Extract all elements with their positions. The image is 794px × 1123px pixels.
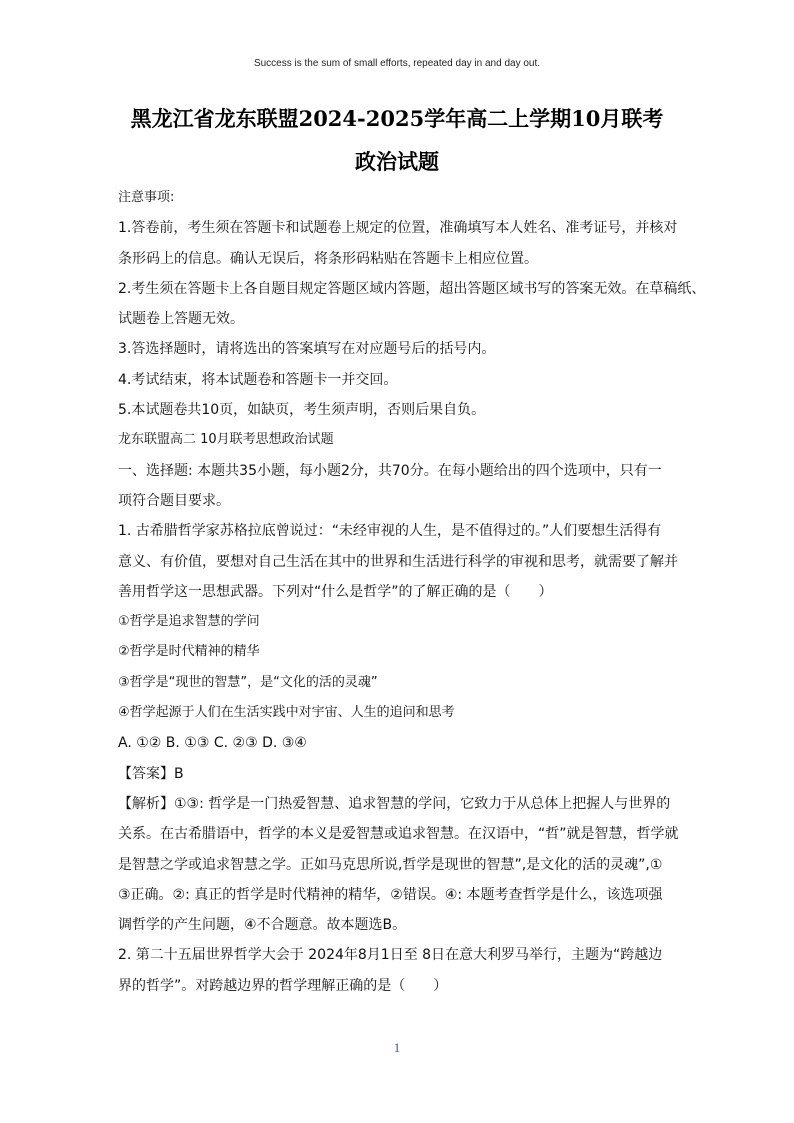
question-1-option-2: ②哲学是时代精神的精华 [118,644,260,660]
question-1-analysis-end: 调哲学的产生问题，④不合题意。故本题选B。 [118,917,407,934]
notice-item-2-cont: 试题卷上答题无效。 [118,311,244,328]
question-1-stem-end: 善用哲学这一思想武器。下列对“什么是哲学”的了解正确的是（ ） [118,583,553,600]
question-2-stem-end: 界的哲学”。对跨越边界的哲学理解正确的是（ ） [118,977,448,994]
question-1-answer: 【答案】B [118,765,184,782]
question-1-choices: A. ①② B. ①③ C. ②③ D. ③④ [118,735,307,752]
notice-item-3: 3.答选择题时，请将选出的答案填写在对应题号后的括号内。 [118,341,496,358]
exam-name: 龙东联盟高二 10月联考思想政治试题 [118,432,334,448]
exam-title: 黑龙江省龙东联盟2024-2025学年高二上学期10月联考 [130,106,664,131]
question-1-analysis-cont: ③正确。②: 真正的哲学是时代精神的精华，②错误。④: 本题考查哲学是什么，该选项强 [118,886,663,903]
section-heading-cont: 项符合题目要求。 [118,492,230,509]
question-1-analysis-cont: 是智慧之学或追求智慧之学。正如马克思所说,哲学是现世的智慧”,是文化的活的灵魂”,① [118,856,663,873]
page-number: 1 [393,1040,401,1055]
question-1-analysis: 【解析】①③: 哲学是一门热爱智慧、追求智慧的学问，它致力于从总体上把握人与世界的 [118,795,671,812]
question-1-option-4: ④哲学起源于人们在生活实践中对宇宙、人生的追问和思考 [118,705,455,721]
header-motto: Success is the sum of small efforts, repeated day in and day out. [253,58,541,69]
notice-item-1-cont: 条形码上的信息。确认无误后，将条形码粘贴在答题卡上相应位置。 [118,250,538,267]
question-1-option-1: ①哲学是追求智慧的学问 [118,614,260,630]
question-1-option-3: ③哲学是“现世的智慧”，是“文化的活的灵魂” [118,674,378,690]
notice-item-5: 5.本试题卷共10页，如缺页，考生须声明，否则后果自负。 [118,402,486,419]
section-heading: 一、选择题: 本题共35小题，每小题2分，共70分。在每小题给出的四个选项中，只有一 [118,462,662,479]
question-1-stem: 1. 古希腊哲学家苏格拉底曾说过：“未经审视的人生，是不值得过的。”人们要想生活得有 [118,523,662,540]
notice-item-2: 2.考生须在答题卡上各自题目规定答题区域内答题，超出答题区域书写的答案无效。在草稿纸、 [118,280,706,297]
exam-subtitle: 政治试题 [355,149,439,174]
question-1-stem-cont: 意义、有价值，要想对自己生活在其中的世界和生活进行科学的审视和思考，就需要了解并 [118,553,678,570]
notice-heading: 注意事项: [118,190,175,205]
notice-item-1: 1.答卷前，考生须在答题卡和试题卷上规定的位置，准确填写本人姓名、准考证号，并核对 [118,220,678,237]
question-2-stem: 2. 第二十五届世界哲学大会于 2024年8月1日至 8日在意大利罗马举行，主题为“跨越边 [118,947,663,964]
document-body [118,183,706,1001]
question-1-analysis-cont: 关系。在古希腊语中，哲学的本义是爱智慧或追求智慧。在汉语中，“哲”就是智慧，哲学就 [118,826,679,843]
notice-item-4: 4.考试结束，将本试题卷和答题卡一并交回。 [118,371,398,388]
